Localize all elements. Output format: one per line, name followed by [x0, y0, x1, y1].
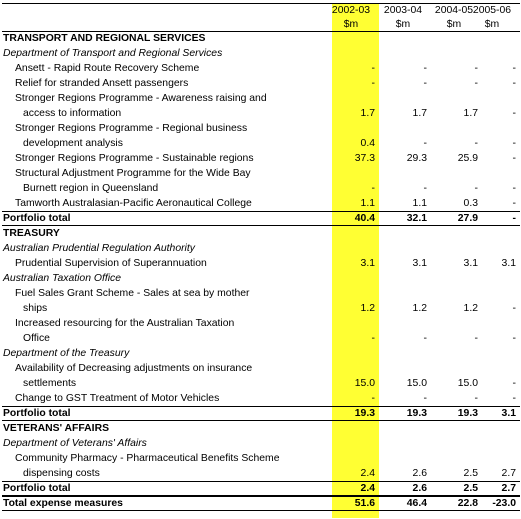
cell-value: - — [512, 108, 516, 119]
cell-value: 1.7 — [412, 108, 427, 119]
cell-value: 3.1 — [412, 258, 427, 269]
row-label: access to information — [23, 108, 122, 119]
table-row — [0, 286, 521, 301]
cell-value: - — [474, 63, 478, 74]
row-label: Department of Veterans' Affairs — [3, 438, 147, 449]
row-label: Burnett region in Queensland — [23, 183, 159, 194]
table-row — [0, 61, 521, 76]
cell-value: 3.1 — [501, 408, 516, 419]
department-heading — [0, 241, 521, 256]
row-label: Availability of Decreasing adjustments on insurance — [15, 363, 253, 374]
table-row — [0, 361, 521, 376]
section-heading — [0, 31, 521, 46]
cell-value: 27.9 — [457, 213, 478, 224]
cell-value: 46.4 — [406, 498, 427, 509]
cell-value: 32.1 — [406, 213, 427, 224]
cell-value: - — [423, 78, 427, 89]
portfolio-total-row — [0, 211, 521, 226]
cell-value: - — [512, 183, 516, 194]
cell-value: - — [371, 333, 375, 344]
cell-value: 1.2 — [463, 303, 478, 314]
table-row — [0, 391, 521, 406]
year-2003-04: 2003-04 — [383, 5, 423, 16]
table-row — [0, 451, 521, 466]
cell-value: - — [423, 63, 427, 74]
cell-value: 2.5 — [463, 483, 478, 494]
cell-value: 3.1 — [463, 258, 478, 269]
cell-value: - — [423, 393, 427, 404]
section-heading — [0, 421, 521, 436]
cell-value: 22.8 — [457, 498, 478, 509]
cell-value: - — [423, 183, 427, 194]
row-label: Department of the Treasury — [3, 348, 130, 359]
table-row — [0, 316, 521, 331]
total-rule-above — [2, 211, 520, 212]
cell-value: 1.2 — [412, 303, 427, 314]
cell-value: 3.1 — [501, 258, 516, 269]
row-label: Stronger Regions Programme - Sustainable regions — [15, 153, 254, 164]
header-unit-row — [0, 17, 521, 32]
cell-value: -23.0 — [492, 498, 516, 509]
row-label: TRANSPORT AND REGIONAL SERVICES — [3, 33, 206, 44]
row-label: Relief for stranded Ansett passengers — [15, 78, 189, 89]
table-row — [0, 466, 521, 481]
cell-value: 2.6 — [412, 483, 427, 494]
row-label: Australian Taxation Office — [3, 273, 122, 284]
row-label: Portfolio total — [3, 213, 71, 224]
table-row — [0, 166, 521, 181]
cell-value: 1.1 — [360, 198, 375, 209]
cell-value: 2.7 — [501, 483, 516, 494]
cell-value: - — [512, 378, 516, 389]
total-rule-above — [2, 481, 520, 482]
row-label: Tamworth Australasian-Pacific Aeronautical College — [15, 198, 252, 209]
department-heading — [0, 271, 521, 286]
grand-total-row — [0, 496, 521, 511]
cell-value: - — [371, 393, 375, 404]
table-row — [0, 196, 521, 211]
department-heading — [0, 46, 521, 61]
cell-value: 1.7 — [360, 108, 375, 119]
portfolio-total-row — [0, 481, 521, 496]
cell-value: 25.9 — [457, 153, 478, 164]
cell-value: 0.4 — [360, 138, 375, 149]
cell-value: - — [474, 183, 478, 194]
department-heading — [0, 436, 521, 451]
row-label: Portfolio total — [3, 408, 71, 419]
cell-value: - — [512, 153, 516, 164]
table-row — [0, 151, 521, 166]
table-row — [0, 301, 521, 316]
department-heading — [0, 346, 521, 361]
cell-value: - — [512, 138, 516, 149]
cell-value: 2.4 — [360, 483, 375, 494]
cell-value: - — [474, 78, 478, 89]
cell-value: - — [423, 333, 427, 344]
cell-value: - — [512, 303, 516, 314]
cell-value: - — [512, 213, 516, 224]
cell-value: - — [512, 198, 516, 209]
year-2005-06: 2005-06 — [472, 5, 512, 16]
row-label: settlements — [23, 378, 77, 389]
cell-value: 29.3 — [406, 153, 427, 164]
unit-label: $m — [395, 19, 411, 30]
row-label: development analysis — [23, 138, 123, 149]
portfolio-total-row — [0, 406, 521, 421]
cell-value: - — [512, 63, 516, 74]
cell-value: - — [474, 333, 478, 344]
cell-value: 40.4 — [354, 213, 375, 224]
row-label: ships — [23, 303, 48, 314]
row-label: Office — [23, 333, 50, 344]
cell-value: 37.3 — [354, 153, 375, 164]
total-rule-above — [2, 406, 520, 407]
cell-value: 19.3 — [354, 408, 375, 419]
row-label: Fuel Sales Grant Scheme - Sales at sea by mother — [15, 288, 250, 299]
table-row — [0, 76, 521, 91]
unit-label: $m — [343, 19, 359, 30]
row-label: TREASURY — [3, 228, 60, 239]
cell-value: 51.6 — [354, 498, 375, 509]
row-label: VETERANS' AFFAIRS — [3, 423, 110, 434]
table-row — [0, 106, 521, 121]
cell-value: - — [371, 63, 375, 74]
table-row — [0, 121, 521, 136]
cell-value: 15.0 — [354, 378, 375, 389]
cell-value: - — [512, 333, 516, 344]
row-label: Structural Adjustment Programme for the Wide Bay — [15, 168, 251, 179]
year-2002-03: 2002-03 — [331, 5, 371, 16]
cell-value: - — [474, 138, 478, 149]
header-years-row — [0, 3, 521, 18]
cell-value: 19.3 — [457, 408, 478, 419]
table-row — [0, 91, 521, 106]
row-label: Total expense measures — [3, 498, 123, 509]
cell-value: 15.0 — [457, 378, 478, 389]
table-row — [0, 376, 521, 391]
cell-value: - — [371, 78, 375, 89]
cell-value: 2.6 — [412, 468, 427, 479]
cell-value: - — [423, 138, 427, 149]
cell-value: 1.7 — [463, 108, 478, 119]
row-label: dispensing costs — [23, 468, 100, 479]
table-row — [0, 136, 521, 151]
row-label: Stronger Regions Programme - Regional business — [15, 123, 248, 134]
cell-value: 3.1 — [360, 258, 375, 269]
row-label: Portfolio total — [3, 483, 71, 494]
row-label: Prudential Supervision of Superannuation — [15, 258, 207, 269]
row-label: Change to GST Treatment of Motor Vehicles — [15, 393, 220, 404]
row-label: Ansett - Rapid Route Recovery Scheme — [15, 63, 200, 74]
cell-value: 2.4 — [360, 468, 375, 479]
table-row — [0, 256, 521, 271]
row-label: Department of Transport and Regional Services — [3, 48, 223, 59]
cell-value: - — [371, 183, 375, 194]
total-rule-above — [2, 496, 520, 497]
cell-value: 2.5 — [463, 468, 478, 479]
section-heading — [0, 226, 521, 241]
cell-value: - — [512, 78, 516, 89]
year-2004-05: 2004-05 — [434, 5, 474, 16]
unit-label: $m — [484, 19, 500, 30]
cell-value: 19.3 — [406, 408, 427, 419]
row-label: Increased resourcing for the Australian Taxation — [15, 318, 235, 329]
cell-value: - — [474, 393, 478, 404]
cell-value: 1.2 — [360, 303, 375, 314]
cell-value: 15.0 — [406, 378, 427, 389]
cell-value: - — [512, 393, 516, 404]
table-row — [0, 331, 521, 346]
cell-value: 2.7 — [501, 468, 516, 479]
top-rule — [2, 3, 520, 4]
row-label: Stronger Regions Programme - Awareness raising and — [15, 93, 267, 104]
cell-value: 1.1 — [412, 198, 427, 209]
row-label: Community Pharmacy - Pharmaceutical Benefits Scheme — [15, 453, 280, 464]
unit-label: $m — [446, 19, 462, 30]
table-row — [0, 181, 521, 196]
total-rule-below — [2, 510, 520, 511]
cell-value: 0.3 — [463, 198, 478, 209]
row-label: Australian Prudential Regulation Authority — [3, 243, 195, 254]
